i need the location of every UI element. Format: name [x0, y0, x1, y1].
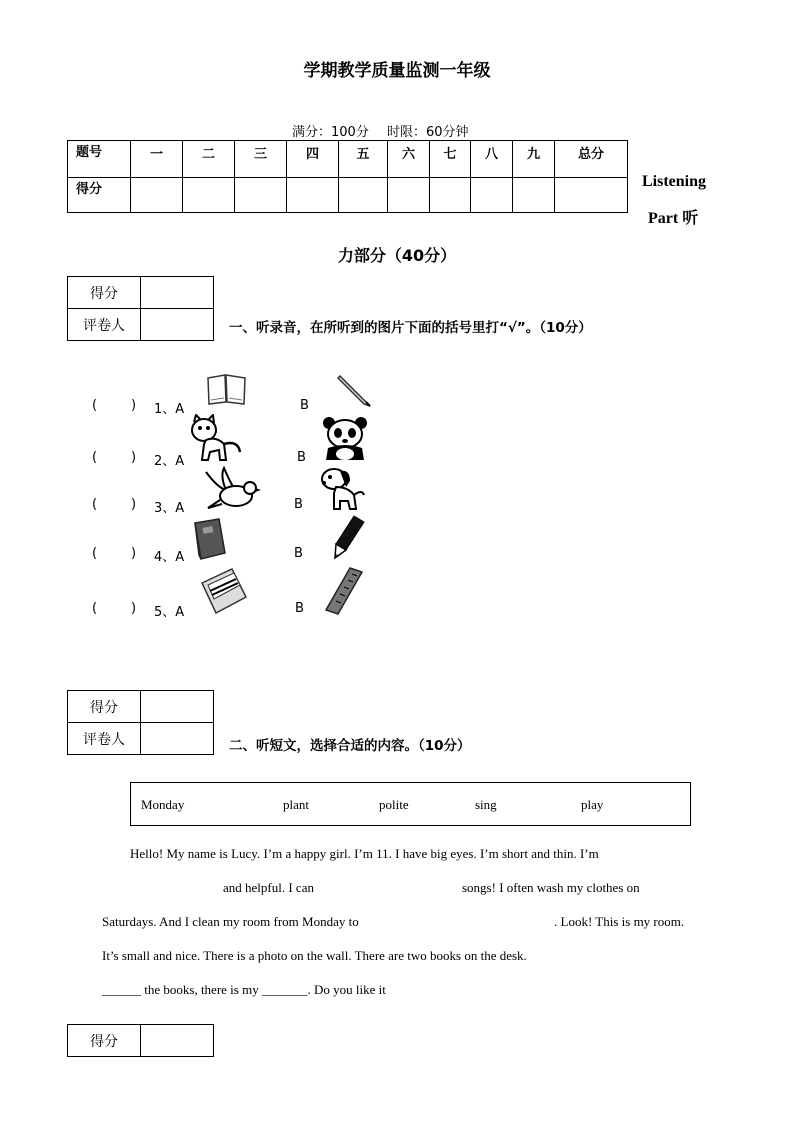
- grader-box-1: [67, 276, 214, 341]
- question-row-3: [0, 497, 794, 517]
- answer-paren-close[interactable]: ): [131, 546, 137, 561]
- word-bank-item: Monday: [141, 797, 185, 812]
- score-cell[interactable]: [555, 178, 628, 213]
- listening-heading-2: Part 听: [648, 210, 699, 227]
- question-number: 1、A: [154, 402, 185, 417]
- section-2-title: 二、听短文，选择合适的内容。（10分）: [229, 738, 471, 754]
- score-cell[interactable]: [131, 178, 183, 213]
- answer-paren-open[interactable]: (: [92, 450, 98, 465]
- answer-paren-close[interactable]: ): [131, 497, 137, 512]
- grader-score-label: 得分: [68, 1025, 141, 1057]
- answer-paren-open[interactable]: (: [92, 398, 98, 413]
- score-table-header-row: [68, 141, 628, 178]
- bird-icon: [200, 466, 262, 512]
- answer-paren-open[interactable]: (: [92, 601, 98, 616]
- passage-line-4: It’s small and nice. There is a photo on the wall. There are two books on the desk.: [102, 948, 527, 963]
- row-label-question: 题号: [68, 141, 131, 178]
- option-b-label: B: [297, 450, 306, 465]
- answer-paren-close[interactable]: ): [131, 398, 137, 413]
- col-2: 二: [183, 141, 235, 178]
- time-limit: 时限：60分钟: [386, 125, 469, 140]
- grader-box-3: [67, 1024, 214, 1057]
- score-cell[interactable]: [339, 178, 388, 213]
- col-7: 七: [430, 141, 471, 178]
- word-bank: [130, 782, 691, 826]
- ruler-icon: [324, 566, 364, 616]
- question-row-5: [0, 601, 794, 621]
- answer-paren-open[interactable]: (: [92, 546, 98, 561]
- option-b-label: B: [294, 497, 303, 512]
- col-6: 六: [388, 141, 430, 178]
- col-total: 总分: [555, 141, 628, 178]
- score-table-score-row: [68, 178, 628, 213]
- score-table: [67, 140, 628, 213]
- answer-paren-close[interactable]: ): [131, 601, 137, 616]
- passage-line-1: Hello! My name is Lucy. I’m a happy girl. I’m 11. I have big eyes. I’m short and thin. I’m: [130, 846, 599, 861]
- grader-reviewer-field[interactable]: [141, 723, 214, 755]
- col-9: 九: [513, 141, 555, 178]
- grader-score-field[interactable]: [141, 1025, 214, 1057]
- grader-score-label: 得分: [68, 277, 141, 309]
- word-bank-item: plant: [283, 797, 309, 812]
- answer-paren-open[interactable]: (: [92, 497, 98, 512]
- option-b-label: B: [295, 601, 304, 616]
- score-cell[interactable]: [430, 178, 471, 213]
- grader-reviewer-field[interactable]: [141, 309, 214, 341]
- col-5: 五: [339, 141, 388, 178]
- score-cell[interactable]: [287, 178, 339, 213]
- grader-score-field[interactable]: [141, 691, 214, 723]
- row-label-score: 得分: [68, 178, 131, 213]
- pencil-icon: [332, 514, 366, 560]
- word-bank-item: play: [581, 797, 604, 812]
- col-8: 八: [471, 141, 513, 178]
- page-title: 学期教学质量监测一年级: [303, 61, 491, 81]
- question-row-1: [0, 398, 794, 418]
- listening-heading-3: 力部分（40分）: [337, 246, 457, 265]
- dog-icon: [318, 465, 366, 513]
- listening-heading-1: Listening: [642, 173, 707, 190]
- question-number: 3、A: [154, 501, 185, 516]
- question-row-2: [0, 450, 794, 470]
- section-1-title: 一、听录音，在所听到的图片下面的括号里打“√”。（10分）: [229, 320, 592, 336]
- answer-paren-close[interactable]: ): [131, 450, 137, 465]
- full-score: 满分：100分: [292, 125, 369, 140]
- passage-line-2b: songs! I often wash my clothes on: [462, 880, 640, 895]
- grader-score-field[interactable]: [141, 277, 214, 309]
- question-row-4: [0, 546, 794, 566]
- score-cell[interactable]: [513, 178, 555, 213]
- col-4: 四: [287, 141, 339, 178]
- score-cell[interactable]: [388, 178, 430, 213]
- passage-line-3b: . Look! This is my room.: [554, 914, 685, 929]
- grader-box-2: [67, 690, 214, 755]
- passage-line-3a: Saturdays. And I clean my room from Monday to: [102, 914, 359, 929]
- pencil-case-icon: [198, 567, 250, 617]
- grader-reviewer-label: 评卷人: [68, 309, 141, 341]
- panda-icon: [320, 414, 370, 464]
- word-bank-item: sing: [475, 797, 497, 812]
- cat-icon: [186, 414, 244, 464]
- grader-reviewer-label: 评卷人: [68, 723, 141, 755]
- open-book-icon: [205, 372, 249, 406]
- question-number: 5、A: [154, 605, 185, 620]
- grader-score-label: 得分: [68, 691, 141, 723]
- question-number: 2、A: [154, 454, 185, 469]
- col-1: 一: [131, 141, 183, 178]
- exam-info: [292, 121, 483, 140]
- book-icon: [193, 517, 227, 561]
- col-3: 三: [235, 141, 287, 178]
- question-number: 4、A: [154, 550, 185, 565]
- option-b-label: B: [300, 398, 309, 413]
- score-cell[interactable]: [183, 178, 235, 213]
- option-b-label: B: [294, 546, 303, 561]
- passage-line-2a: and helpful. I can: [223, 880, 314, 895]
- score-cell[interactable]: [471, 178, 513, 213]
- score-cell[interactable]: [235, 178, 287, 213]
- passage-line-5: ______ the books, there is my _______. Do you like it: [102, 982, 386, 997]
- pencil-icon: [336, 372, 376, 408]
- word-bank-item: polite: [379, 797, 409, 812]
